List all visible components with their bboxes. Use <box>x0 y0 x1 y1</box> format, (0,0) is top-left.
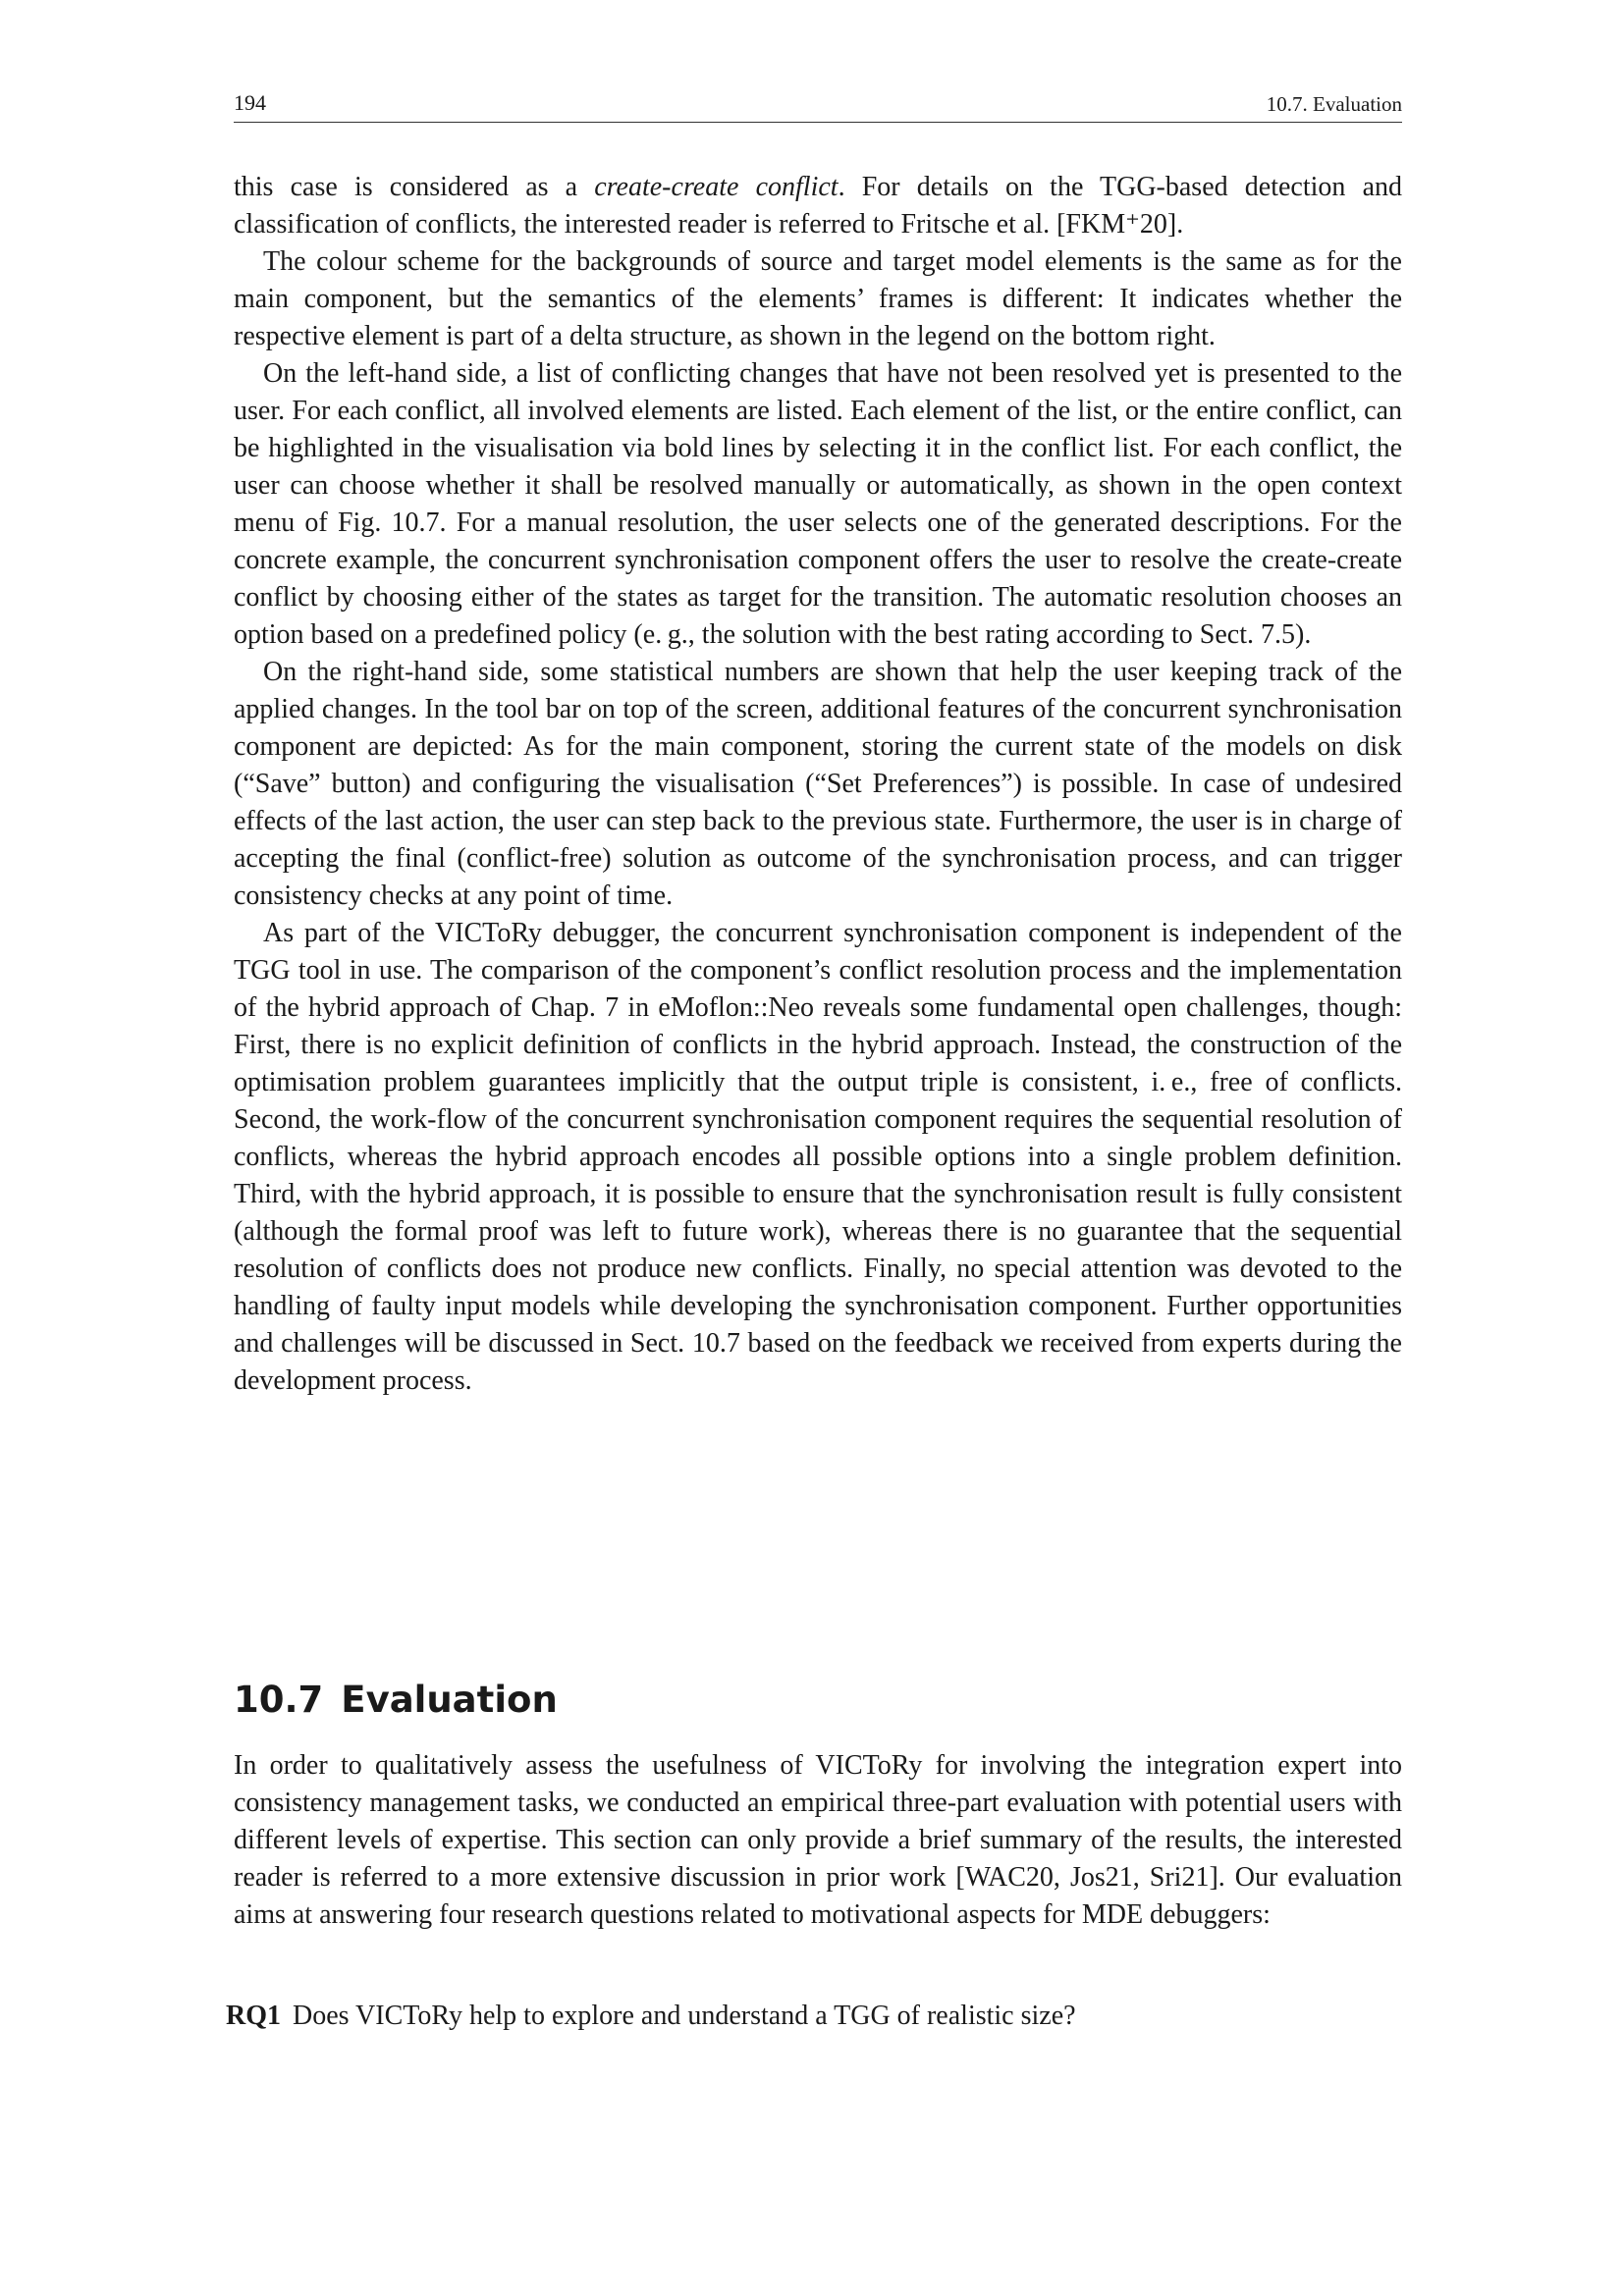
section-title: Evaluation <box>341 1679 558 1721</box>
emphasis-term: create-create conflict <box>594 172 839 202</box>
paragraph-evaluation-intro: In order to qualitatively assess the usefulness of VICToRy for involving the integration expert into consistency management tasks, we conducted an empirical three-part evaluation with potential users with different levels of expertise. This section can only provide a brief summary of the results, the interested reader is referred to a more extensive discussion in prior work [WAC20, Jos21, Sri21]. Our evaluation aims at answering four research questions related to motivational aspects for MDE debuggers: <box>234 1750 1402 1930</box>
running-title: 10.7. Evaluation <box>1266 92 1402 116</box>
body-text <box>234 169 1402 1400</box>
section-heading <box>234 1679 1402 1722</box>
section-number: 10.7 <box>234 1679 324 1721</box>
paragraph-text: this case is considered as a <box>234 172 595 202</box>
paragraph-colour-scheme: The colour scheme for the backgrounds of source and target model elements is the same as for the main component, but the semantics of the elements’ frames is different: It indicates whether the respective element is part of a delta structure, as shown in the legend on the bottom right. <box>234 246 1402 351</box>
section-intro <box>234 1747 1402 1934</box>
page-number: 194 <box>234 90 266 115</box>
research-question-item <box>226 1998 1404 2035</box>
research-question-text: Does VICToRy help to explore and understand a TGG of realistic size? <box>293 2001 1076 2031</box>
page-header <box>234 90 1402 123</box>
paragraph-continued <box>234 169 1402 243</box>
paragraph-victory-debugger: As part of the VICToRy debugger, the concurrent synchronisation component is independent of the TGG tool in use. The comparison of the component’s conflict resolution process and the implementation of the hybrid approach of Chap. 7 in eMoflon::Neo reveals some fundamental open challenges, though: First, there is no explicit definition of conflicts in the hybrid approach. Instead, the construction of the optimisation problem guarantees implicitly that the output triple is consistent, i. e., free of conflicts. Second, the work-flow of the concurrent synchronisation component requires the sequential resolution of conflicts, whereas the hybrid approach encodes all possible options into a single problem definition. Third, with the hybrid approach, it is possible to ensure that the synchronisation result is fully consistent (although the formal proof was left to future work), whereas there is no guarantee that the sequential resolution of conflicts does not produce new conflicts. Finally, no special attention was devoted to the handling of faulty input models while developing the synchronisation component. Further opportunities and challenges will be discussed in Sect. 10.7 based on the feedback we received from experts during the development process. <box>234 918 1402 1396</box>
research-question-label: RQ1 <box>226 2001 281 2031</box>
paragraph-left-hand-side: On the left-hand side, a list of conflicting changes that have not been resolved yet is presented to the user. For each conflict, all involved elements are listed. Each element of the list, or the entire conflict, can be highlighted in the visualisation via bold lines by selecting it in the conflict list. For each conflict, the user can choose whether it shall be resolved manually or automatically, as shown in the open context menu of Fig. 10.7. For a manual resolution, the user selects one of the generated descriptions. For the concrete example, the concurrent synchronisation component offers the user to resolve the create-create conflict by choosing either of the states as target for the transition. The automatic resolution chooses an option based on a predefined policy (e. g., the solution with the best rating according to Sect. 7.5). <box>234 358 1402 650</box>
paragraph-right-hand-side: On the right-hand side, some statistical numbers are shown that help the user keeping track of the applied changes. In the tool bar on top of the screen, additional features of the concurrent synchronisation component are depicted: As for the main component, storing the current state of the models on disk (“Save” button) and configuring the visualisation (“Set Preferences”) is possible. In case of undesired effects of the last action, the user can step back to the previous state. Furthermore, the user is in charge of accepting the final (conflict-free) solution as outcome of the synchronisation process, and can trigger consistency checks at any point of time. <box>234 657 1402 911</box>
paragraph-text: . For details on the TGG-based detection and classification of conflicts, the interested reader is referred to Fritsche et al. [FKM⁺20]. <box>234 172 1402 240</box>
